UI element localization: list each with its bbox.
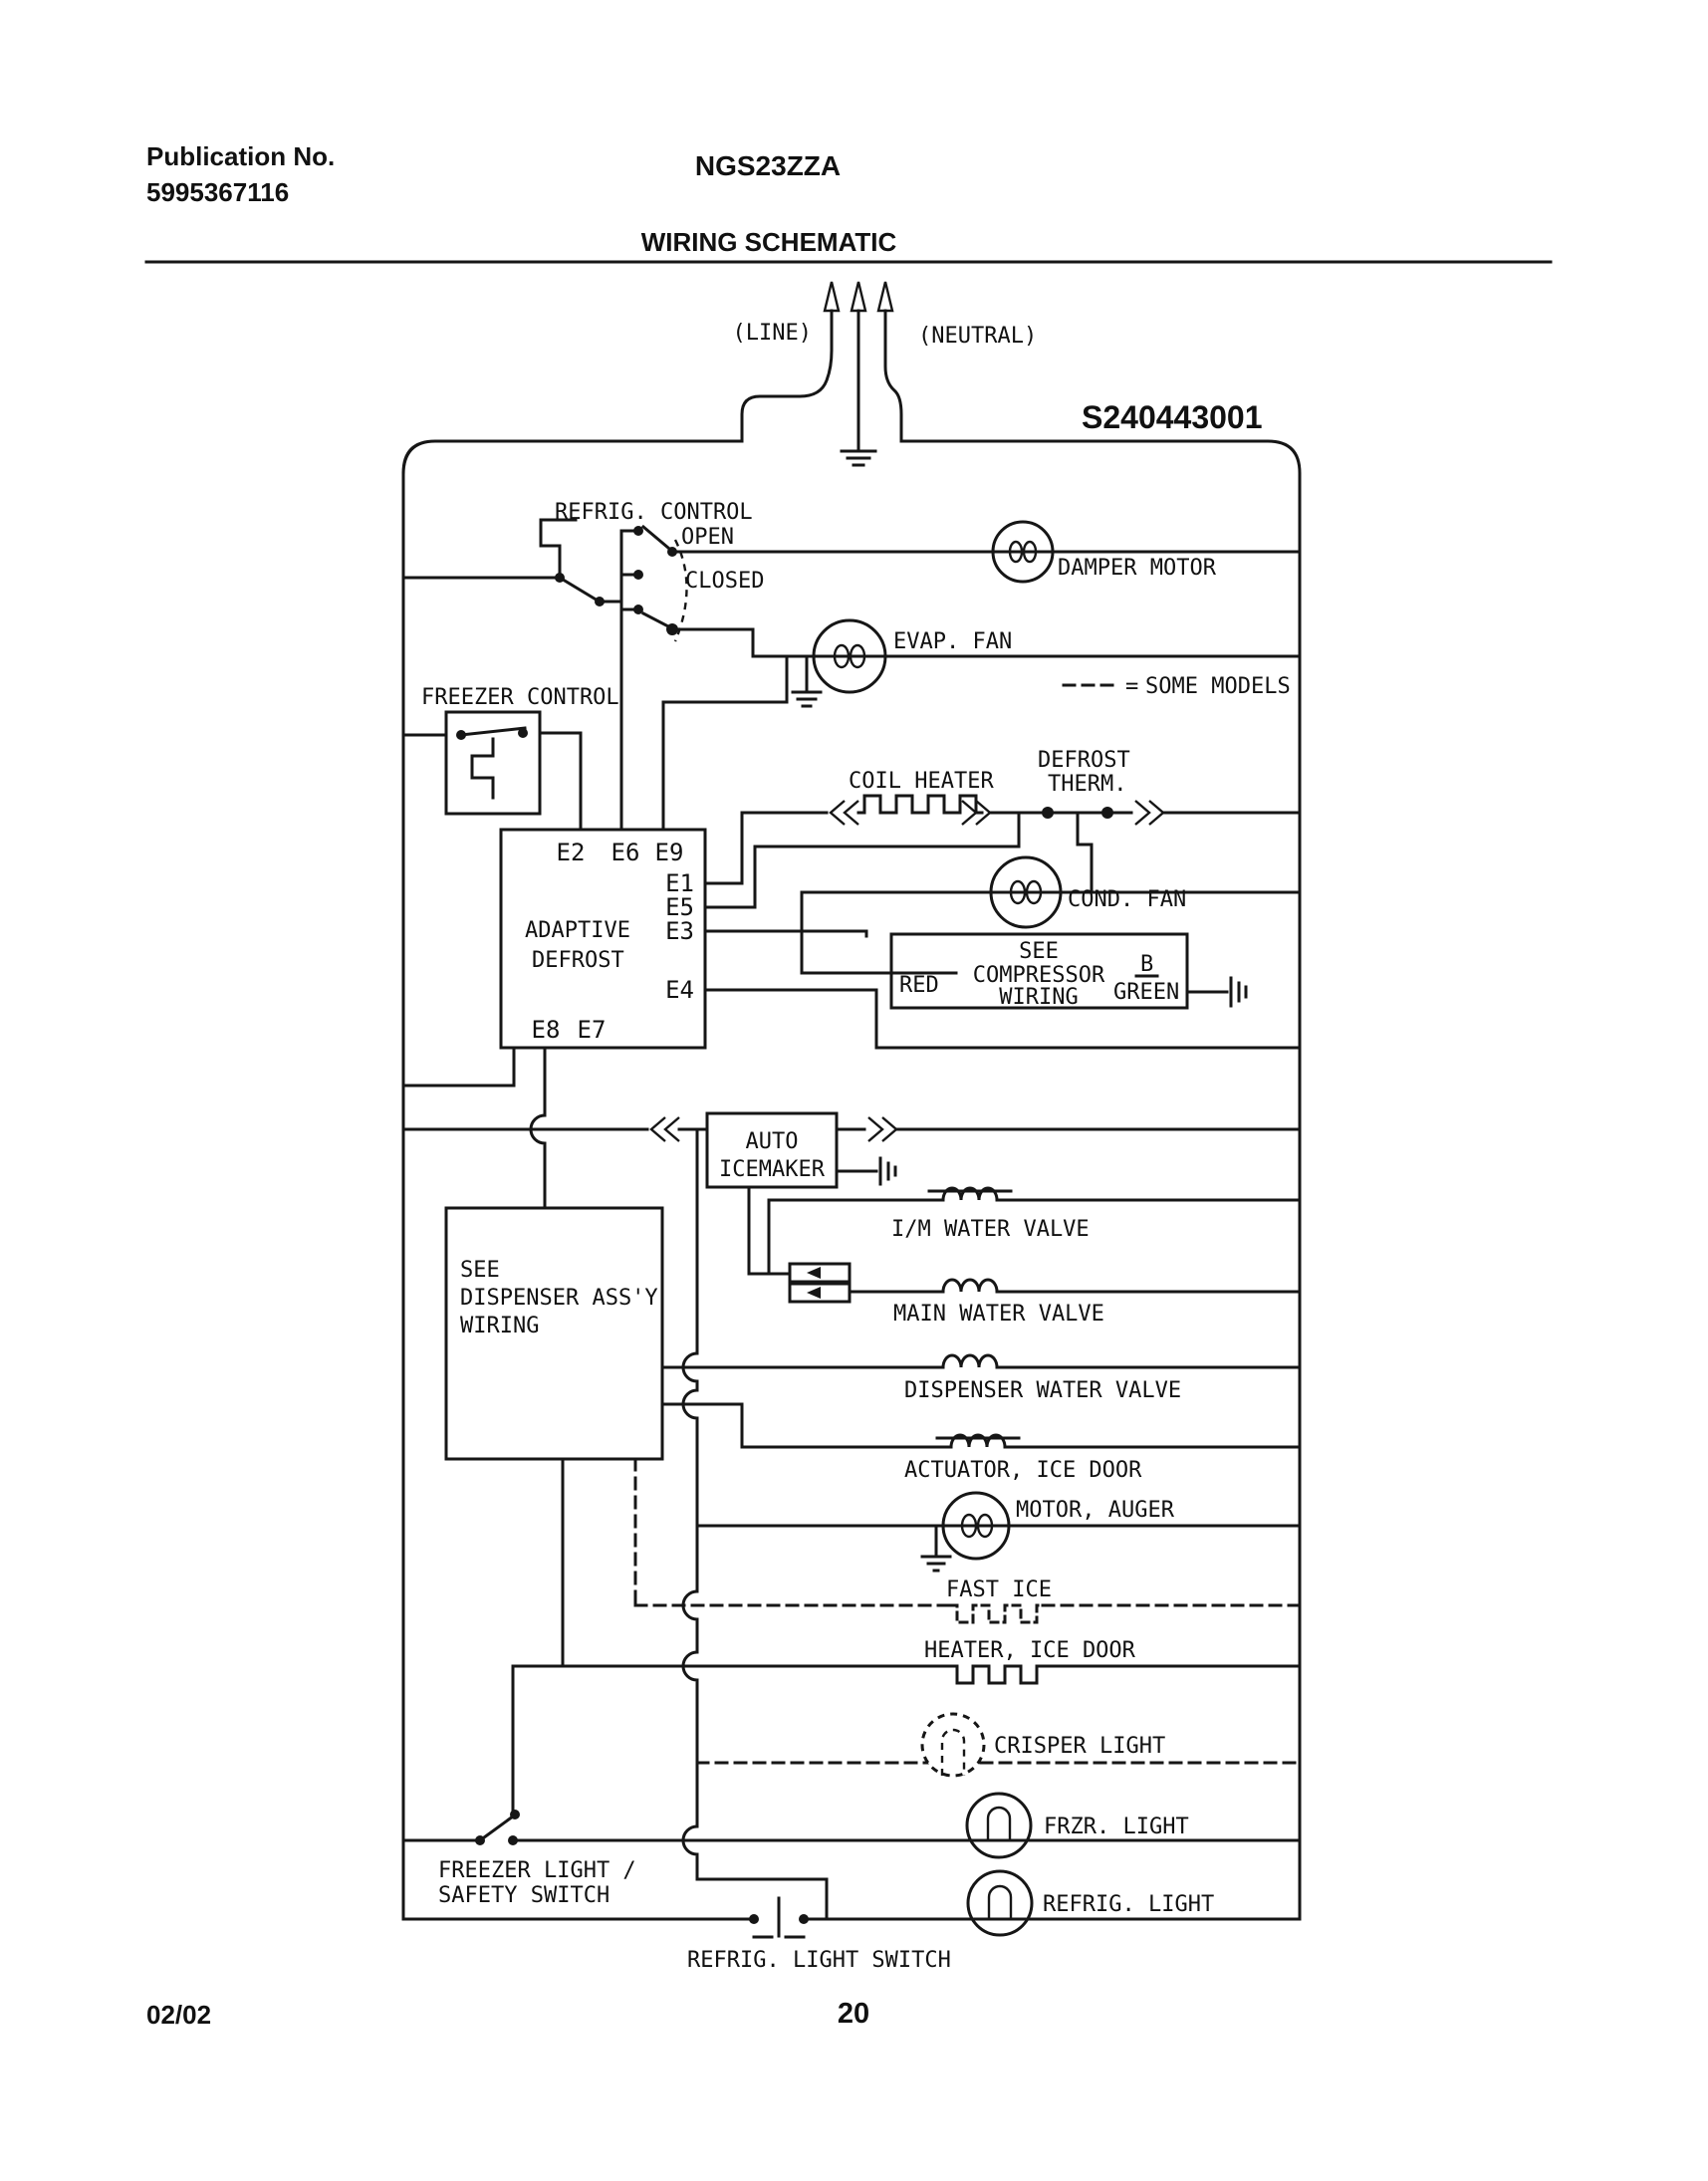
connector-chevrons-icon bbox=[1135, 801, 1163, 825]
label-red: RED bbox=[899, 973, 939, 998]
label-damper-motor: DAMPER MOTOR bbox=[1058, 556, 1216, 581]
label-freezer-safety-2: SAFETY SWITCH bbox=[438, 1883, 610, 1908]
legend-label: SOME MODELS bbox=[1145, 674, 1291, 699]
label-coil-heater: COIL HEATER bbox=[849, 769, 994, 794]
ground-icon bbox=[837, 1158, 895, 1184]
label-b: B bbox=[1140, 952, 1154, 977]
connector-chevrons-icon bbox=[868, 1117, 896, 1141]
crisper-light-icon bbox=[922, 1714, 984, 1776]
label-im-water-valve: I/M WATER VALVE bbox=[891, 1217, 1090, 1242]
label-main-water-valve: MAIN WATER VALVE bbox=[893, 1302, 1104, 1327]
label-fast-ice: FAST ICE bbox=[946, 1577, 1052, 1602]
label-defrost-therm-2: THERM. bbox=[1048, 772, 1127, 797]
label-freezer-safety-1: FREEZER LIGHT / bbox=[438, 1858, 636, 1883]
pin-e7: E7 bbox=[577, 1016, 607, 1044]
label-frzr-light: FRZR. LIGHT bbox=[1044, 1815, 1189, 1839]
label-refrig-control: REFRIG. CONTROL bbox=[555, 500, 753, 525]
part-number: S240443001 bbox=[1082, 399, 1263, 435]
neutral-label: (NEUTRAL) bbox=[918, 324, 1038, 349]
refrig-light-icon bbox=[968, 1871, 1032, 1935]
ground-icon bbox=[842, 451, 875, 465]
publication-number: 5995367116 bbox=[146, 177, 290, 207]
label-dispenser-3: WIRING bbox=[460, 1314, 540, 1338]
legend-eq: = bbox=[1125, 674, 1139, 699]
pin-e3: E3 bbox=[665, 917, 694, 945]
label-evap-fan: EVAP. FAN bbox=[893, 629, 1013, 654]
label-actuator-ice-door: ACTUATOR, ICE DOOR bbox=[904, 1458, 1142, 1483]
pin-e6: E6 bbox=[610, 839, 640, 866]
page-title: WIRING SCHEMATIC bbox=[640, 227, 897, 257]
ground-icon bbox=[1187, 978, 1246, 1006]
label-compressor-1: SEE bbox=[1019, 939, 1059, 964]
pin-e4: E4 bbox=[665, 976, 694, 1004]
label-icemaker-2: ICEMAKER bbox=[719, 1157, 825, 1182]
label-refrig-light-switch: REFRIG. LIGHT SWITCH bbox=[687, 1948, 951, 1973]
publication-label: Publication No. bbox=[146, 141, 336, 171]
coil-heater-element-icon bbox=[858, 796, 982, 813]
refrig-light-switch-icon bbox=[754, 1898, 804, 1937]
footer-date: 02/02 bbox=[146, 2000, 212, 2030]
pin-e9: E9 bbox=[654, 839, 684, 866]
line-label: (LINE) bbox=[732, 321, 812, 346]
label-adaptive-defrost: DEFROST bbox=[532, 948, 624, 973]
solenoid-coil-icon bbox=[943, 1280, 997, 1292]
model-number: NGS23ZZA bbox=[694, 150, 842, 181]
label-cond-fan: COND. FAN bbox=[1068, 887, 1187, 912]
label-compressor-2: COMPRESSOR bbox=[972, 963, 1105, 988]
connector-chevrons-icon bbox=[831, 801, 858, 825]
label-freezer-control: FREEZER CONTROL bbox=[421, 685, 619, 710]
pin-e8: E8 bbox=[531, 1016, 561, 1044]
label-adaptive: ADAPTIVE bbox=[525, 918, 630, 943]
label-open: OPEN bbox=[681, 525, 734, 550]
label-defrost-therm-1: DEFROST bbox=[1038, 748, 1130, 773]
label-motor-auger: MOTOR, AUGER bbox=[1016, 1498, 1174, 1523]
frzr-light-icon bbox=[967, 1794, 1031, 1857]
label-icemaker-1: AUTO bbox=[745, 1129, 799, 1154]
label-closed: CLOSED bbox=[685, 569, 765, 594]
label-refrig-light: REFRIG. LIGHT bbox=[1043, 1892, 1215, 1917]
heater-element-icon bbox=[951, 1666, 1043, 1683]
label-heater-ice-door: HEATER, ICE DOOR bbox=[924, 1638, 1135, 1663]
label-dispenser-1: SEE bbox=[460, 1258, 500, 1283]
fast-ice-element-icon bbox=[951, 1605, 1043, 1622]
pin-e2: E2 bbox=[556, 839, 586, 866]
label-compressor-3: WIRING bbox=[999, 985, 1079, 1010]
label-crisper-light: CRISPER LIGHT bbox=[994, 1734, 1166, 1759]
pin-e5: E5 bbox=[665, 893, 694, 921]
pin-e1: E1 bbox=[665, 869, 694, 897]
label-green: GREEN bbox=[1113, 980, 1180, 1005]
label-dispenser-2: DISPENSER ASS'Y bbox=[460, 1286, 658, 1311]
label-dispenser-water-valve: DISPENSER WATER VALVE bbox=[904, 1378, 1182, 1403]
connector-chevrons-icon bbox=[651, 1117, 679, 1141]
footer-page-number: 20 bbox=[837, 1998, 870, 2030]
wires bbox=[403, 282, 1300, 1937]
solenoid-coil-icon bbox=[943, 1355, 997, 1367]
